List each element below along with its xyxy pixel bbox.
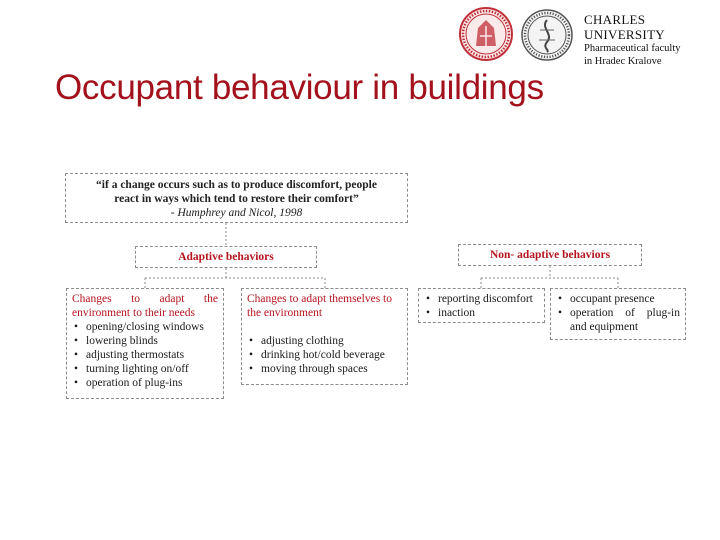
university-name: CHARLES UNIVERSITY (584, 12, 665, 42)
adapt-environment-lead-2: environment to their needs (72, 307, 195, 319)
quote-box (65, 173, 408, 223)
list-item: • opening/closing windows (86, 320, 218, 334)
list-item: • adjusting thermostats (86, 348, 218, 362)
list-item-continuation: and equipment (570, 321, 639, 333)
list-item: • moving through spaces (261, 362, 402, 376)
non-adaptive-list-2 (556, 292, 680, 334)
adapt-environment-list (72, 320, 218, 390)
list-item: • adjusting clothing (261, 334, 402, 348)
list-item: • drinking hot/cold beverage (261, 348, 402, 362)
faculty-line-1: Pharmaceutical faculty (584, 43, 681, 54)
list-item: • operation of plug-ins (86, 376, 218, 390)
faculty-line-2: in Hradec Kralove (584, 56, 662, 67)
adapt-self-box (241, 288, 408, 385)
quote-citation: - Humphrey and Nicol, 1998 (170, 207, 303, 219)
list-item: • operation of plug-in (570, 306, 680, 320)
non-adaptive-group-1 (418, 288, 545, 323)
list-item: • occupant presence (570, 292, 680, 306)
adapt-self-lead: Changes to adapt themselves to the environment (247, 293, 392, 319)
list-item: • inaction (438, 306, 539, 320)
non-adaptive-behaviors-heading: Non- adaptive behaviors (458, 244, 642, 266)
page-title: Occupant behaviour in buildings (55, 68, 544, 107)
quote-line-1: “if a change occurs such as to produce discomfort, people (96, 179, 377, 191)
adapt-environment-lead-1: Changes to adapt the (72, 293, 218, 305)
list-item: • turning lighting on/off (86, 362, 218, 376)
list-item: • lowering blinds (86, 334, 218, 348)
non-adaptive-group-2 (550, 288, 686, 340)
non-adaptive-list-1 (424, 292, 539, 320)
list-item: • reporting discomfort (438, 292, 539, 306)
adapt-environment-box (66, 288, 224, 399)
quote-line-2: react in ways which tend to restore their comfort” (114, 193, 359, 205)
adaptive-behaviors-heading: Adaptive behaviors (135, 246, 317, 268)
adapt-self-list (247, 334, 402, 376)
